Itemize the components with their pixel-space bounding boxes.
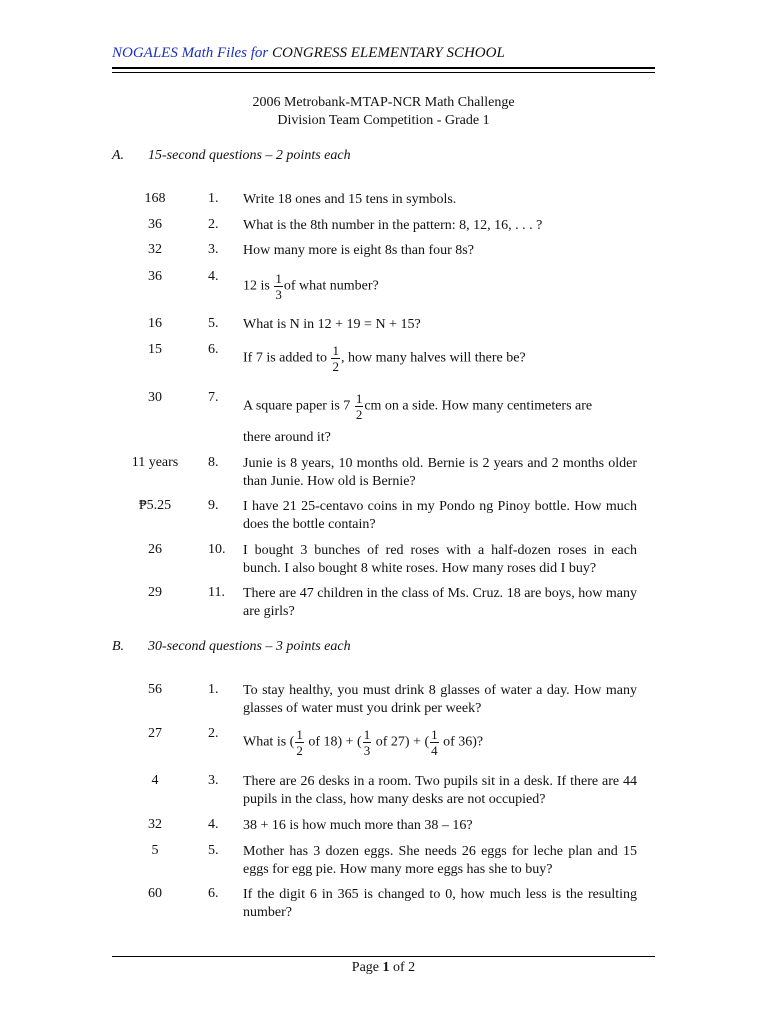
answer-a10: 26 xyxy=(148,542,162,557)
page-footer xyxy=(112,960,655,976)
number-a8: 8. xyxy=(208,455,219,470)
question-b4: 38 + 16 is how much more than 38 – 16? xyxy=(243,818,473,833)
answer-a4: 36 xyxy=(148,269,162,284)
number-b1: 1. xyxy=(208,682,219,697)
answer-b4: 32 xyxy=(148,817,162,832)
question-a4 xyxy=(243,271,379,302)
header-school: CONGRESS ELEMENTARY SCHOOL xyxy=(272,45,505,61)
answer-b3: 4 xyxy=(151,773,159,788)
question-a4-pre: 12 is xyxy=(243,278,270,294)
answer-b5: 5 xyxy=(151,843,159,858)
section-b-label: 30-second questions – 3 points each xyxy=(148,639,351,654)
question-a6-post: , how many halves will there be? xyxy=(340,350,526,366)
number-a11: 11. xyxy=(208,585,225,600)
title-line-2: Division Team Competition - Grade 1 xyxy=(277,113,490,128)
question-a9: I have 21 25-centavo coins in my Pondo ng Pinoy bottle. How much does the bottle contain? xyxy=(243,499,637,532)
question-a6 xyxy=(243,343,526,374)
fraction-one-half: $\frac{1}{2}$ xyxy=(296,727,303,758)
answer-a3: 32 xyxy=(148,242,162,257)
answer-b2: 27 xyxy=(148,726,162,741)
question-b2 xyxy=(243,727,483,758)
number-a3: 3. xyxy=(208,242,219,257)
footer-page-total: of 2 xyxy=(393,960,416,975)
answer-b1: 56 xyxy=(148,682,162,697)
fraction-one-half: $\frac{1}{2}$ xyxy=(332,343,339,374)
section-a-letter: A. xyxy=(112,148,125,163)
question-b1: To stay healthy, you must drink 8 glasses of water a day. How many glasses of water must you drink per week? xyxy=(243,683,637,716)
answer-a11: 29 xyxy=(148,585,162,600)
answer-a7: 30 xyxy=(148,390,162,405)
footer-rule xyxy=(112,956,655,957)
answer-a1: 168 xyxy=(144,191,166,206)
number-a10: 10. xyxy=(208,542,226,557)
number-b4: 4. xyxy=(208,817,219,832)
number-b3: 3. xyxy=(208,773,219,788)
number-a6: 6. xyxy=(208,342,219,357)
number-b5: 5. xyxy=(208,843,219,858)
question-a6-pre: If 7 is added to xyxy=(243,350,327,366)
header-brand: NOGALES Math Files for xyxy=(112,45,269,61)
number-a7: 7. xyxy=(208,390,219,405)
answer-a2: 36 xyxy=(148,217,162,232)
number-a4: 4. xyxy=(208,269,219,284)
fraction-one-third: $\frac{1}{3}$ xyxy=(363,727,371,758)
number-b2: 2. xyxy=(208,726,219,741)
fraction-one-third: $\frac{1}{3}$ xyxy=(275,271,282,302)
question-a10: I bought 3 bunches of red roses with a half-dozen roses in each bunch. I also bought 8 white roses. How many roses did I buy? xyxy=(243,543,637,576)
section-a-heading xyxy=(112,148,351,164)
document-header xyxy=(112,45,505,62)
question-a3: How many more is eight 8s than four 8s? xyxy=(243,243,474,258)
header-rule-thin xyxy=(112,72,655,73)
fraction-one-fourth: $\frac{1}{4}$ xyxy=(431,727,438,758)
question-a5: What is N in 12 + 19 = N + 15? xyxy=(243,317,421,332)
question-a7 xyxy=(243,391,592,422)
section-b-heading xyxy=(112,639,351,655)
question-a7-post: cm on a side. How many centimeters are xyxy=(364,398,593,414)
question-b2-part-2: of 18) + ( xyxy=(308,734,362,750)
section-b-letter: B. xyxy=(112,639,125,654)
question-a7-pre: A square paper is 7 xyxy=(243,398,351,414)
fraction-one-half: $\frac{1}{2}$ xyxy=(355,391,363,422)
question-a4-post: of what number? xyxy=(283,278,379,294)
number-a9: 9. xyxy=(208,498,219,513)
footer-page-number: 1 xyxy=(382,960,390,975)
answer-a5: 16 xyxy=(148,316,162,331)
answer-a8: 11 years xyxy=(131,455,179,470)
question-a8: Junie is 8 years, 10 months old. Bernie is 2 years and 2 months older than Junie. How old is Bernie? xyxy=(243,456,637,489)
number-a1: 1. xyxy=(208,191,219,206)
question-b6: If the digit 6 in 365 is changed to 0, how much less is the resulting number? xyxy=(243,887,637,920)
question-a11: There are 47 children in the class of Ms. Cruz. 18 are boys, how many are girls? xyxy=(243,586,637,619)
question-b2-part-3: of 27) + ( xyxy=(375,734,430,750)
number-b6: 6. xyxy=(208,886,219,901)
question-b2-part-1: What is ( xyxy=(243,734,295,750)
question-b3: There are 26 desks in a room. Two pupils sit in a desk. If there are 44 pupils in the class, how many desks are not occupied? xyxy=(243,774,637,807)
question-b5: Mother has 3 dozen eggs. She needs 26 eggs for leche plan and 15 eggs for egg pie. How many more eggs has she to buy? xyxy=(243,844,637,877)
footer-prefix: Page xyxy=(351,960,380,975)
question-a1: Write 18 ones and 15 tens in symbols. xyxy=(243,192,457,207)
section-a-label: 15-second questions – 2 points each xyxy=(148,148,351,163)
answer-b6: 60 xyxy=(148,886,162,901)
number-a2: 2. xyxy=(208,217,219,232)
question-a7-line-2: there around it? xyxy=(243,430,331,445)
answer-a6: 15 xyxy=(148,342,162,357)
answer-a9: ₱5.25 xyxy=(138,498,172,513)
question-a2: What is the 8th number in the pattern: 8, 12, 16, . . . ? xyxy=(243,218,543,233)
number-a5: 5. xyxy=(208,316,219,331)
question-b2-part-4: of 36)? xyxy=(443,734,484,750)
header-rule-thick xyxy=(112,67,655,69)
title-line-1: 2006 Metrobank-MTAP-NCR Math Challenge xyxy=(252,95,515,110)
